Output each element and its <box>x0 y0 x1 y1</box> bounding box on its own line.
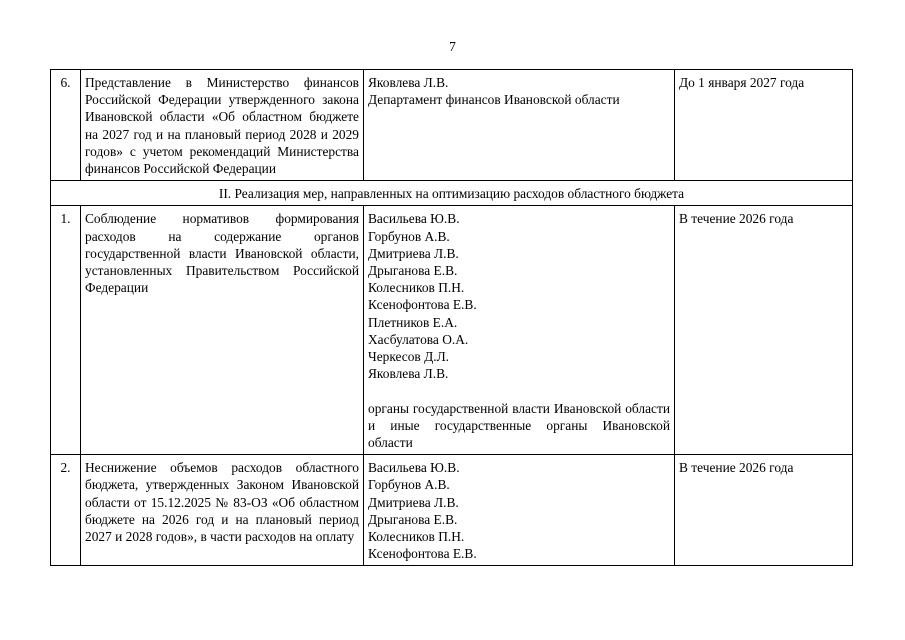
responsible-cell <box>364 206 675 455</box>
deadline-cell <box>675 206 853 455</box>
responsible-person: Черкесов Д.Л. <box>368 349 450 365</box>
row-number: 1. <box>60 211 71 227</box>
responsible-person: Плетников Е.А. <box>368 314 458 330</box>
deadline-text: До 1 января 2027 года <box>679 75 805 90</box>
responsible-person: Васильева Ю.В. <box>368 460 460 476</box>
responsible-department: Департамент финансов Ивановской области <box>368 92 620 108</box>
responsible-person: Колесников П.Н. <box>368 280 465 296</box>
measure-text: Соблюдение нормативов формирования расходов на содержание органов государственной власти Ивановской области, установленных Правительством Российской Федерации <box>85 211 359 296</box>
responsible-person: Ксенофонтова Е.В. <box>368 546 477 562</box>
measure-cell <box>81 70 364 181</box>
responsible-person: Ксенофонтова Е.В. <box>368 297 477 313</box>
row-number: 2. <box>60 460 71 476</box>
row-number: 6. <box>60 75 71 90</box>
deadline-cell <box>675 455 853 566</box>
table-row <box>51 70 853 181</box>
row-number-cell <box>51 455 81 566</box>
section-heading-row <box>51 181 853 206</box>
page-number: 7 <box>449 39 456 54</box>
row-number-cell <box>51 206 81 455</box>
responsible-person: Дрыганова Е.В. <box>368 511 458 527</box>
spacer <box>368 382 670 399</box>
responsible-person: Яковлева Л.В. <box>368 75 449 90</box>
measure-cell <box>81 206 364 455</box>
deadline-text: В течение 2026 года <box>679 211 794 227</box>
responsible-person: Колесников П.Н. <box>368 529 465 545</box>
action-plan-table <box>50 69 853 566</box>
row-number-cell <box>51 70 81 181</box>
responsible-person: Хасбулатова О.А. <box>368 331 469 347</box>
responsible-organizations: органы государственной власти Ивановской области и иные государственные органы Ивановской области <box>368 400 670 451</box>
table-row <box>51 455 853 566</box>
responsible-person: Горбунов А.В. <box>368 477 450 493</box>
measure-cell <box>81 455 364 566</box>
table-row <box>51 206 853 455</box>
measure-text: Представление в Министерство финансов Российской Федерации утвержденного закона Ивановской области «Об областном бюджете на 2027 год и на плановый период 2028 и 2029 годов» с учетом рекомендаций Министерства финансов Российской Федерации <box>85 75 359 177</box>
section-heading <box>51 181 853 206</box>
section-title: II. Реализация мер, направленных на оптимизацию расходов областного бюджета <box>218 186 685 202</box>
measure-text: Неснижение объемов расходов областного бюджета, утвержденных Законом Ивановской области от 15.12.2025 № 83-ОЗ «Об областном бюджете на 2026 год и на плановый период 2027 и 2028 годов», в части расходов на оплату <box>85 460 359 545</box>
responsible-person: Дрыганова Е.В. <box>368 263 458 279</box>
responsible-cell <box>364 70 675 181</box>
responsible-person: Васильева Ю.В. <box>368 211 460 227</box>
responsible-cell <box>364 455 675 566</box>
responsible-person: Яковлева Л.В. <box>368 366 449 382</box>
responsible-person: Дмитриева Л.В. <box>368 245 459 261</box>
deadline-text: В течение 2026 года <box>679 460 794 476</box>
responsible-person: Горбунов А.В. <box>368 228 450 244</box>
deadline-cell <box>675 70 853 181</box>
responsible-person: Дмитриева Л.В. <box>368 494 459 510</box>
